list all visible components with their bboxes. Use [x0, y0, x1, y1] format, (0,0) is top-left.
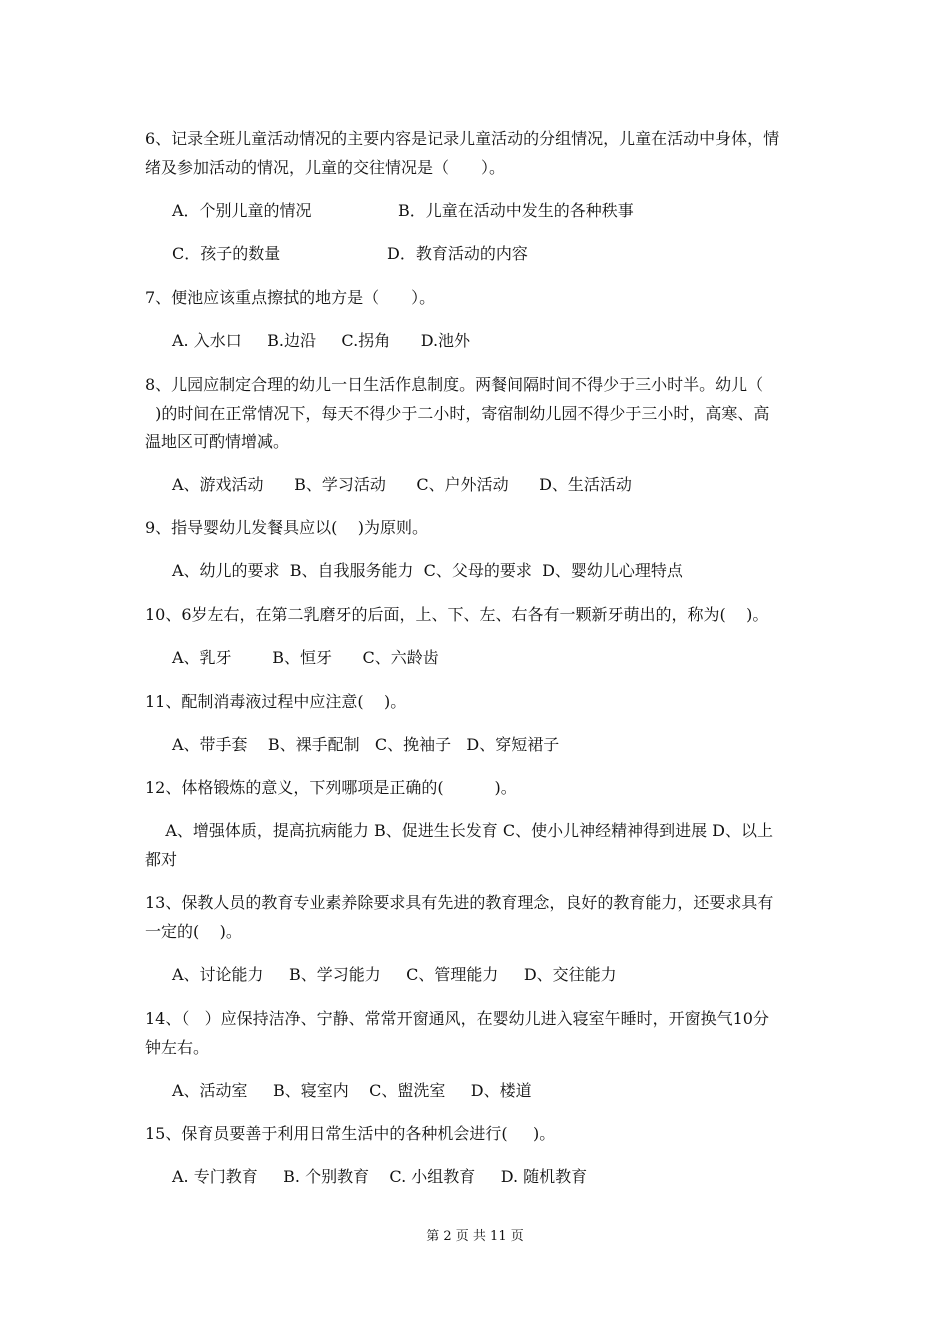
- question-15-line-1: 15、保育员要善于利用日常生活中的各种机会进行( )。: [145, 1124, 556, 1143]
- question-9-line-1: 9、指导婴幼儿发餐具应以( )为原则。: [145, 518, 429, 537]
- question-14-line-1: 14、（ ）应保持洁净、宁静、常常开窗通风，在婴幼儿进入寝室午睡时，开窗换气10分: [145, 1009, 769, 1028]
- question-14-options: A、活动室 B、寝室内 C、盥洗室 D、楼道: [172, 1081, 532, 1100]
- question-8-line-2: )的时间在正常情况下，每天不得少于二小时，寄宿制幼儿园不得少于三小时，高寒、高: [145, 404, 770, 423]
- question-14-line-2: 钟左右。: [145, 1038, 210, 1057]
- question-11-options: A、带手套 B、裸手配制 C、挽袖子 D、穿短裙子: [172, 735, 560, 754]
- question-12-options-line-1: A、增强体质，提高抗病能力 B、促进生长发育 C、使小儿神经精神得到进展 D、以上: [145, 821, 773, 840]
- question-6-line-2: 绪及参加活动的情况，儿童的交往情况是（ ）。: [145, 158, 506, 177]
- question-9-options: A、幼儿的要求 B、自我服务能力 C、父母的要求 D、婴幼儿心理特点: [172, 561, 683, 580]
- question-8-options: A、游戏活动 B、学习活动 C、户外活动 D、生活活动: [172, 475, 632, 494]
- question-12-options-line-2: 都对: [145, 850, 178, 869]
- question-13-line-2: 一定的( )。: [145, 922, 242, 941]
- question-10-line-1: 10、6岁左右，在第二乳磨牙的后面，上、下、左、右各有一颗新牙萌出的，称为( )。: [145, 605, 769, 624]
- page-number-footer: 第 2 页 共 11 页: [426, 1229, 524, 1244]
- question-11-line-1: 11、配制消毒液过程中应注意( )。: [145, 692, 407, 711]
- question-6-options-2: C．孩子的数量 D．教育活动的内容: [172, 244, 528, 263]
- question-13-line-1: 13、保教人员的教育专业素养除要求具有先进的教育理念，良好的教育能力，还要求具有: [145, 893, 774, 912]
- question-8-line-1: 8、儿园应制定合理的幼儿一日生活作息制度。两餐间隔时间不得少于三小时半。幼儿（: [145, 375, 764, 394]
- question-8-line-3: 温地区可酌情增减。: [145, 432, 290, 451]
- question-10-options: A、乳牙 B、恒牙 C、六龄齿: [172, 648, 439, 667]
- question-15-options: A. 专门教育 B. 个别教育 C. 小组教育 D. 随机教育: [172, 1167, 588, 1186]
- question-7-line-1: 7、便池应该重点擦拭的地方是（ ）。: [145, 288, 436, 307]
- question-6-options-1: A．个别儿童的情况 B．儿童在活动中发生的各种秩事: [172, 201, 634, 220]
- question-7-options: A. 入水口 B.边沿 C.拐角 D.池外: [172, 331, 471, 350]
- question-6-line-1: 6、记录全班儿童活动情况的主要内容是记录儿童活动的分组情况，儿童在活动中身体，情: [145, 129, 780, 148]
- question-13-options: A、讨论能力 B、学习能力 C、管理能力 D、交往能力: [172, 965, 617, 984]
- question-12-line-1: 12、体格锻炼的意义，下列哪项是正确的( )。: [145, 778, 517, 797]
